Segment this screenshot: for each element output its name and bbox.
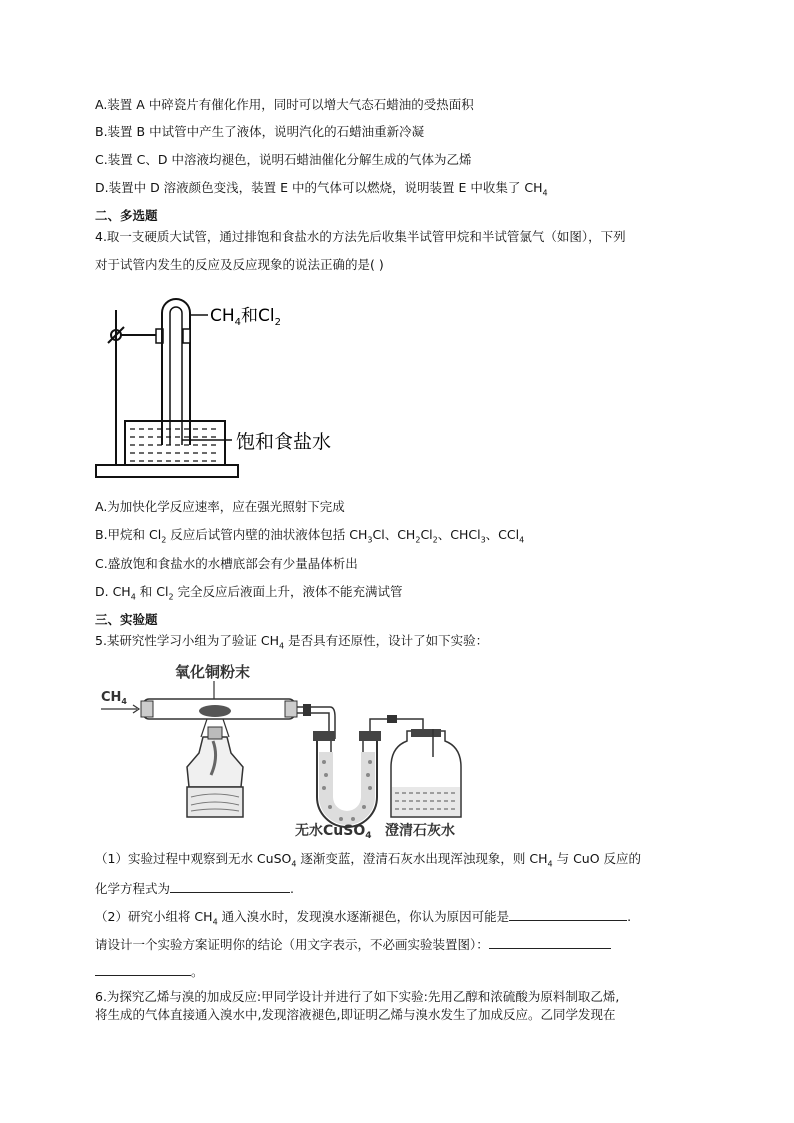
q5-figure-cuso4-label: 无水CuSO$_4$: [295, 823, 372, 841]
q4-option-b: B.甲烷和 $Cl_2$ 反应后试管内壁的油状液体包括 $CH_3Cl$、$CH_2Cl_2$、CHCl$_3$、CCl$_4$: [95, 527, 525, 545]
section-title-multiple-choice: 二、多选题: [95, 208, 158, 223]
q4-option-c: C.盛放饱和食盐水的水槽底部会有少量晶体析出: [95, 556, 358, 571]
q5-sub1-line2: 化学方程式为 .: [95, 878, 294, 898]
q5-sub2-plan-blank-cont[interactable]: [95, 961, 191, 976]
q5-figure-ch4-label: $CH_4$: [101, 690, 127, 706]
q5-figure-cuo-label: 氧化铜粉末: [175, 663, 251, 681]
q5-figure-limewater-label: 澄清石灰水: [385, 823, 455, 839]
q3-option-a: A.装置 A 中碎瓷片有催化作用，同时可以增大气态石蜡油的受热面积: [95, 97, 474, 112]
q3-option-d-formula: CH: [524, 180, 543, 195]
q5-sub2-reason-blank[interactable]: [509, 906, 627, 921]
q4-figure-gas-label: $CH_4$和$Cl_2$: [210, 306, 281, 328]
q6-line2: 将生成的气体直接通入溴水中,发现溶液褪色,即证明乙烯与溴水发生了加成反应。乙同学发现在: [95, 1007, 616, 1022]
q5-stem: 5.某研究性学习小组为了验证 $CH_4$ 是否具有还原性，设计了如下实验：: [95, 633, 489, 651]
q3-option-d-text: D.装置中 D 溶液颜色变浅，装置 E 中的气体可以燃烧，说明装置 E 中收集了: [95, 180, 525, 195]
q3-option-b: B.装置 B 中试管中产生了液体，说明汽化的石蜡油重新冷凝: [95, 124, 425, 139]
q3-option-d: [95, 179, 548, 203]
q5-sub1-line1: （1）实验过程中观察到无水 CuSO$_4$ 逐渐变蓝，澄清石灰水出现浑浊现象，则 $CH_4$ 与 CuO 反应的: [95, 851, 642, 869]
q4-apparatus-figure: [90, 285, 380, 485]
q5-sub2-line2: 请设计一个实验方案证明你的结论（用文字表示，不必画实验装置图）：: [95, 934, 611, 954]
q3-option-d-sub: 4: [542, 188, 548, 198]
q4-option-a: A.为加快化学反应速率，应在强光照射下完成: [95, 499, 345, 514]
q4-option-d: D. $CH_4$ 和 $Cl_2$ 完全反应后液面上升，液体不能充满试管: [95, 584, 403, 602]
q4-stem-line2: 对于试管内发生的反应及反应现象的说法正确的是( ): [95, 257, 384, 272]
q5-sub1-answer-blank[interactable]: [170, 878, 290, 893]
q5-sub2-plan-blank[interactable]: [489, 934, 611, 949]
q6-line1: 6.为探究乙烯与溴的加成反应:甲同学设计并进行了如下实验:先用乙醇和浓硫酸为原料制取乙烯,: [95, 989, 620, 1004]
q3-option-c: C.装置 C、D 中溶液均褪色，说明石蜡油催化分解生成的气体为乙烯: [95, 152, 472, 167]
q4-stem-line1: 4.取一支硬质大试管，通过排饱和食盐水的方法先后收集半试管甲烷和半试管氯气（如图），下列: [95, 229, 626, 244]
section-title-experiment: 三、实验题: [95, 612, 158, 627]
q5-sub2-line3: 。: [95, 961, 204, 981]
q5-apparatus-figure: [95, 657, 480, 842]
q5-sub2-line1: （2）研究小组将 $CH_4$ 通入溴水时，发现溴水逐渐褪色，你认为原因可能是 .: [95, 906, 631, 932]
q4-figure-water-label: 饱和食盐水: [236, 431, 332, 453]
